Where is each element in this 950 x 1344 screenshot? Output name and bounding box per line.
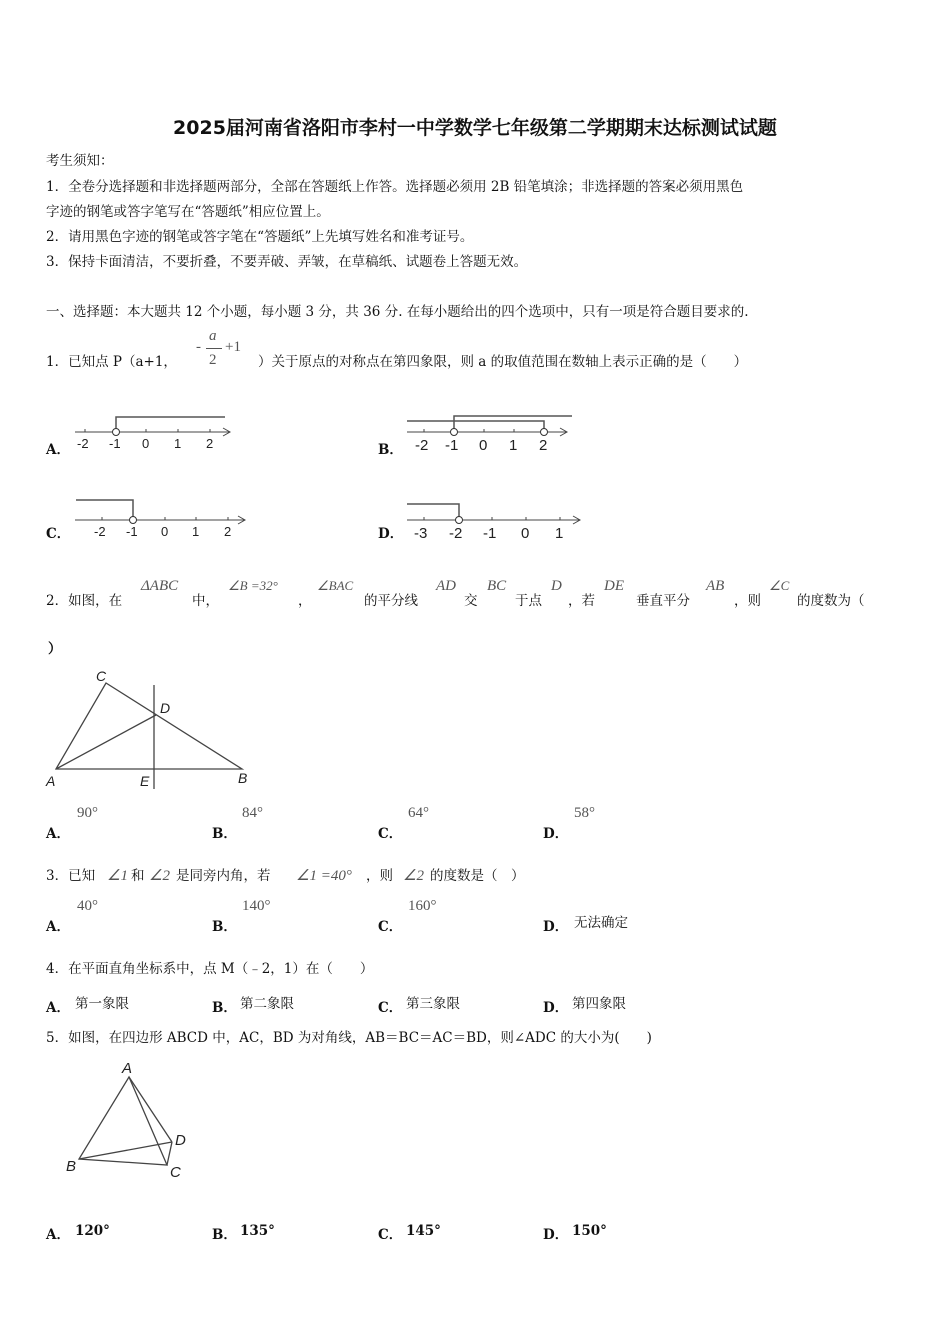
q2-t9: 的度数为（ (797, 593, 865, 609)
q5-option-c-label[interactable]: C． (378, 1227, 403, 1243)
q1b-tick-4: 2 (539, 437, 548, 454)
q1a-tick-0: -2 (77, 436, 89, 451)
q2-t1: 中， (192, 593, 219, 609)
q1c-tick-3: 1 (192, 524, 200, 539)
q4-option-d-label[interactable]: D． (543, 1000, 569, 1016)
q1c-tick-2: 0 (161, 524, 169, 539)
q2-option-b-label[interactable]: B． (212, 826, 237, 842)
q1-frac-minus: - (196, 339, 201, 355)
notice-item-1b: 字迹的钢笔或答字笔写在“答题纸”相应位置上。 (46, 204, 330, 220)
q2-t4: 交 (464, 593, 478, 609)
q2-t8: ，则 (734, 593, 761, 609)
q2-fig-label-b: B (238, 770, 248, 786)
q4-option-b-label[interactable]: B． (212, 1000, 237, 1016)
q2-option-c-value[interactable]: 64° (408, 805, 429, 821)
q2-ad: AD (436, 578, 456, 594)
q2-d: D (551, 578, 562, 594)
q2-num: 2．如图，在 (46, 593, 123, 609)
q4-question: 4．在平面直角坐标系中，点 M（﹣2，1）在（ ） (46, 961, 374, 977)
q2-option-a-label[interactable]: A． (46, 826, 70, 842)
q1d-tick-4: 1 (555, 525, 564, 542)
q1b-tick-1: -1 (445, 437, 459, 454)
notice-item-1a: 1．全卷分选择题和非选择题两部分，全部在答题纸上作答。选择题必须用 2B 铅笔填涂；非选择题的答案必须用黑色 (46, 179, 744, 195)
q5-fig-label-a: A (122, 1060, 133, 1077)
q3-t5: 的度数是（ ） (430, 868, 525, 884)
q1-option-b-numberline (402, 408, 577, 456)
q2-t5: 于点 (515, 593, 542, 609)
q3-angle-2b: ∠2 (403, 868, 424, 884)
q4-option-a-value[interactable]: 第一象限 (75, 996, 129, 1012)
q5-option-a-label[interactable]: A． (46, 1227, 70, 1243)
notice-item-2: 2．请用黑色字迹的钢笔或答字笔在“答题纸”上先填写姓名和准考证号。 (46, 229, 474, 245)
q1-frac-num: a (209, 328, 217, 344)
q3-option-b-label[interactable]: B． (212, 919, 237, 935)
q2-option-b-value[interactable]: 84° (242, 805, 263, 821)
q3-option-b-value[interactable]: 140° (242, 898, 271, 914)
q5-fig-label-b: B (66, 1158, 77, 1175)
q3-t2: 和 (131, 868, 145, 884)
q3-t1: 3．已知 (46, 868, 96, 884)
q1-option-a-label[interactable]: A． (46, 442, 70, 458)
q5-option-a-value[interactable]: 120° (75, 1223, 110, 1239)
q2-bc: BC (487, 578, 507, 594)
q5-question: 5．如图，在四边形 ABCD 中，AC，BD 为对角线，AB＝BC＝AC＝BD，则∠ADC 的大小为( ) (46, 1030, 652, 1046)
page-title: 2025届河南省洛阳市李村一中学数学七年级第二学期期末达标测试试题 (173, 117, 777, 139)
section-heading: 一、选择题：本大题共 12 个小题，每小题 3 分，共 36 分. 在每小题给出的四个选项中，只有一项是符合题目要求的. (46, 304, 749, 320)
q5-fig-label-c: C (170, 1164, 181, 1181)
q1a-tick-1: -1 (109, 436, 121, 451)
q1c-tick-1: -1 (126, 524, 138, 539)
q2-option-d-value[interactable]: 58° (574, 805, 595, 821)
q1d-tick-0: -3 (414, 525, 428, 542)
q4-option-d-value[interactable]: 第四象限 (572, 996, 626, 1012)
q1d-tick-1: -2 (449, 525, 463, 542)
q4-option-b-value[interactable]: 第二象限 (240, 996, 294, 1012)
q3-option-a-label[interactable]: A． (46, 919, 70, 935)
q2-angle-c: ∠C (769, 578, 790, 593)
q2-ab: AB (706, 578, 725, 594)
q3-t4: ，则 (366, 868, 393, 884)
q1-option-d-label[interactable]: D． (378, 526, 404, 542)
q2-t7: 垂直平分 (636, 593, 690, 609)
q2-option-c-label[interactable]: C． (378, 826, 403, 842)
q1d-tick-2: -1 (483, 525, 497, 542)
q5-fig-label-d: D (175, 1132, 186, 1149)
q1-frac-den: 2 (209, 352, 217, 368)
q2-angle-b: ∠B =32° (228, 578, 278, 593)
q3-t3: 是同旁内角，若 (176, 868, 271, 884)
q1d-tick-3: 0 (521, 525, 530, 542)
q2-fig-label-d: D (160, 700, 171, 716)
q3-option-c-label[interactable]: C． (378, 919, 403, 935)
q4-option-c-label[interactable]: C． (378, 1000, 403, 1016)
q1b-tick-3: 1 (509, 437, 518, 454)
q1-option-d-numberline (402, 494, 587, 542)
q2-de: DE (604, 578, 624, 594)
q1b-tick-0: -2 (415, 437, 429, 454)
q3-option-a-value[interactable]: 40° (77, 898, 98, 914)
notice-heading: 考生须知： (46, 153, 114, 169)
q2-t6: ，若 (568, 593, 595, 609)
q2-option-a-value[interactable]: 90° (77, 805, 98, 821)
q2-fig-label-c: C (96, 668, 107, 684)
q3-condition: ∠1 =40° (296, 868, 352, 884)
q1-prefix: 1．已知点 P（a+1， (46, 354, 177, 370)
q5-figure (60, 1055, 210, 1185)
q2-figure (40, 665, 270, 795)
q1-option-a-numberline (70, 410, 240, 456)
q1-frac-bar (206, 348, 222, 349)
q1b-tick-2: 0 (479, 437, 488, 454)
q5-option-d-label[interactable]: D． (543, 1227, 569, 1243)
q5-option-b-label[interactable]: B． (212, 1227, 237, 1243)
q3-option-d-value[interactable]: 无法确定 (574, 915, 628, 931)
q2-angle-bac: ∠BAC (317, 578, 354, 593)
q1c-tick-4: 2 (224, 524, 232, 539)
q2-t3: 的平分线 (364, 593, 418, 609)
q2-triangle: ΔABC (141, 578, 179, 594)
notice-item-3: 3．保持卡面清洁，不要折叠，不要弄破、弄皱，在草稿纸、试题卷上答题无效。 (46, 254, 528, 270)
q2-fig-label-e: E (140, 773, 150, 789)
q1a-tick-3: 1 (174, 436, 182, 451)
q3-option-d-label[interactable]: D． (543, 919, 569, 935)
q3-angle-1: ∠1 (107, 868, 128, 884)
q5-option-b-value[interactable]: 135° (240, 1223, 275, 1239)
q3-angle-2: ∠2 (149, 868, 170, 884)
q4-option-a-label[interactable]: A． (46, 1000, 70, 1016)
q1c-tick-0: -2 (94, 524, 106, 539)
q4-option-c-value[interactable]: 第三象限 (406, 996, 460, 1012)
q2-fig-label-a: A (46, 773, 56, 789)
q5-option-d-value[interactable]: 150° (572, 1223, 607, 1239)
q1-fraction (196, 328, 256, 372)
q1a-tick-4: 2 (206, 436, 214, 451)
q2-close: ） (48, 641, 62, 657)
q1-option-c-numberline (70, 492, 250, 540)
q2-option-d-label[interactable]: D． (543, 826, 569, 842)
q1-frac-tail: +1 (225, 339, 241, 355)
q1-option-b-label[interactable]: B． (378, 442, 403, 458)
q2-t2: ， (298, 593, 312, 609)
q1-suffix: ）关于原点的对称点在第四象限，则 a 的取值范围在数轴上表示正确的是（ ） (258, 354, 748, 370)
q3-option-c-value[interactable]: 160° (408, 898, 437, 914)
q5-option-c-value[interactable]: 145° (406, 1223, 441, 1239)
q1a-tick-2: 0 (142, 436, 150, 451)
q1-option-c-label[interactable]: C． (46, 526, 71, 542)
